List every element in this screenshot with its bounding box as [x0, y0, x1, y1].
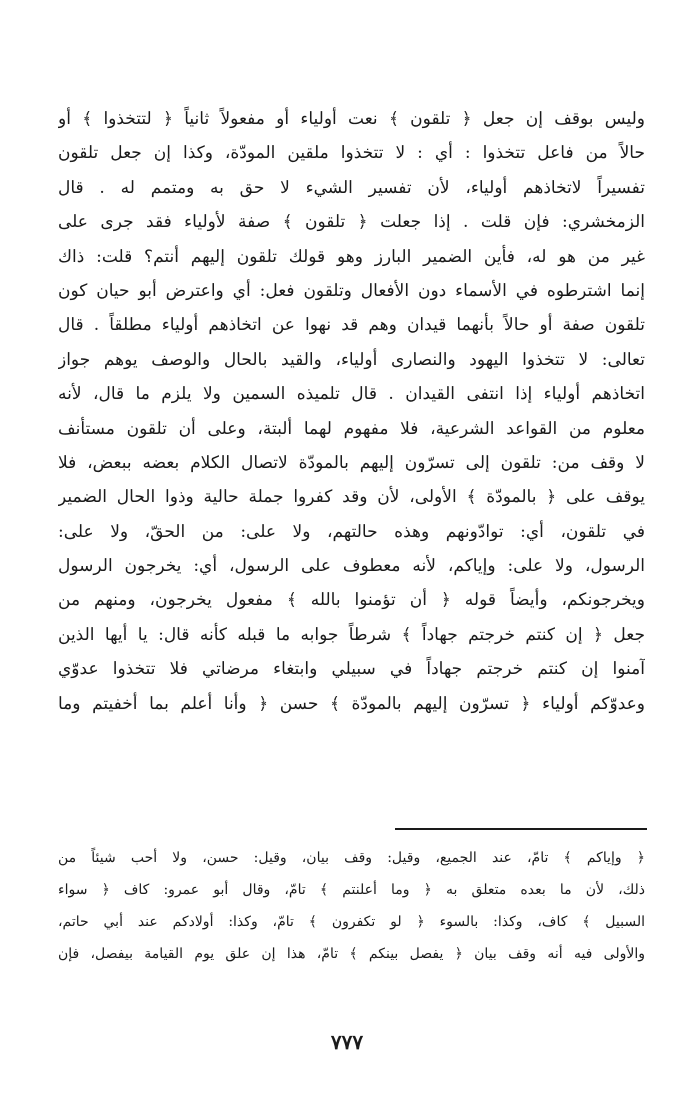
main-text-line: تفسيراً لاتخاذهم أولياء، لأن تفسير الشيء لا حق به ومتمم له . قال	[58, 177, 645, 198]
main-text-line: وليس بوقف إن جعل ﴿ تلقون ﴾ نعت أولياء أو مفعولاً ثانياً ﴿ لتتخذوا ﴾ أو	[58, 109, 645, 129]
footnote-divider	[395, 828, 647, 830]
main-text-line: يوقف على ﴿ بالمودّة ﴾ الأولى، لأن وقد كفروا جملة حالية وذوا الحال الضمير	[58, 487, 645, 508]
main-text-line: معلوم من القواعد الشرعية، فلا مفهوم لهما ألبتة، وعلى أن تلقون مستأنف	[58, 418, 645, 439]
footnote-block	[58, 842, 645, 970]
main-text-line: غير من هو له، فأين الضمير البارز وهو قولك تلقون إليهم أنتم؟ قلت: ذاك	[58, 246, 645, 267]
main-text-line: حالاً من فاعل تتخذوا : أي : لا تتخذوا ملقين المودّة، وكذا إن جعل تلقون	[58, 143, 645, 164]
main-text-line: تعالى: لا تتخذوا اليهود والنصارى أولياء، والقيد بالحال والوصف يوهم جواز	[58, 349, 645, 370]
main-text-line: ويخرجونكم، وأيضاً قوله ﴿ أن تؤمنوا بالله ﴾ مفعول يخرجون، ومنهم من	[58, 590, 645, 611]
main-text-line: الرسول، ولا على: وإياكم، لأنه معطوف على الرسول، أي: يخرجون الرسول	[58, 556, 645, 577]
main-text-line: في تلقون، أي: توادّونهم وهذه حالتهم، ولا على: من الحقّ، ولا على:	[58, 521, 645, 542]
main-text-line: اتخاذهم أولياء إذا انتفى القيدان . قال تلميذه السمين ولا يلزم ما قال، لأنه	[58, 384, 645, 405]
footnote-line: السبيل ﴾ كاف، وكذا: بالسوء ﴿ لو تكفرون ﴾ تامّ، وكذا: أولادكم عند أبي حاتم،	[58, 914, 645, 930]
main-text-block	[58, 102, 645, 721]
main-text-line: جعل ﴿ إن كنتم خرجتم جهاداً ﴾ شرطاً جوابه ما قبله كأنه قال: يا أيها الذين	[58, 624, 645, 645]
main-text-line: تلقون صفة أو حالاً بأنهما قيدان وهم قد نهوا عن اتخاذهم أولياء مطلقاً . قال	[58, 315, 645, 336]
main-text-line: لا وقف من: تلقون إلى تسرّون إليهم بالمودّة لاتصال الكلام بعضه ببعض، فلا	[58, 452, 645, 473]
page-number: ٧٧٧	[330, 1030, 364, 1054]
main-text-line: وعدوّكم أولياء ﴿ تسرّون إليهم بالمودّة ﴾ حسن ﴿ وأنا أعلم بما أخفيتم وما	[58, 693, 645, 714]
footnote-line: ﴿ وإياكم ﴾ تامّ، عند الجميع، وقيل: وقف بيان، وقيل: حسن، ولا أحب شيئاً من	[58, 850, 645, 866]
footnote-line: والأولى فيه أنه وقف بيان ﴿ يفصل بينكم ﴾ تامّ، هذا إن علق يوم القيامة بيفصل، فإن	[58, 946, 645, 962]
main-text-line: آمنوا إن كنتم خرجتم جهاداً في سبيلي وابتغاء مرضاتي فلا تتخذوا عدوّي	[58, 659, 645, 680]
main-text-line: إنما اشترطوه في الأسماء دون الأفعال وتلقون فعل: أي واعترض أبو حيان كون	[58, 280, 645, 301]
footnote-line: ذلك، لأن ما بعده متعلق به ﴿ وما أعلنتم ﴾ تامّ، وقال أبو عمرو: كاف ﴿ سواء	[58, 882, 645, 898]
main-text-line: الزمخشري: فإن قلت . إذا جعلت ﴿ تلقون ﴾ صفة لأولياء فقد جرى على	[58, 212, 645, 233]
